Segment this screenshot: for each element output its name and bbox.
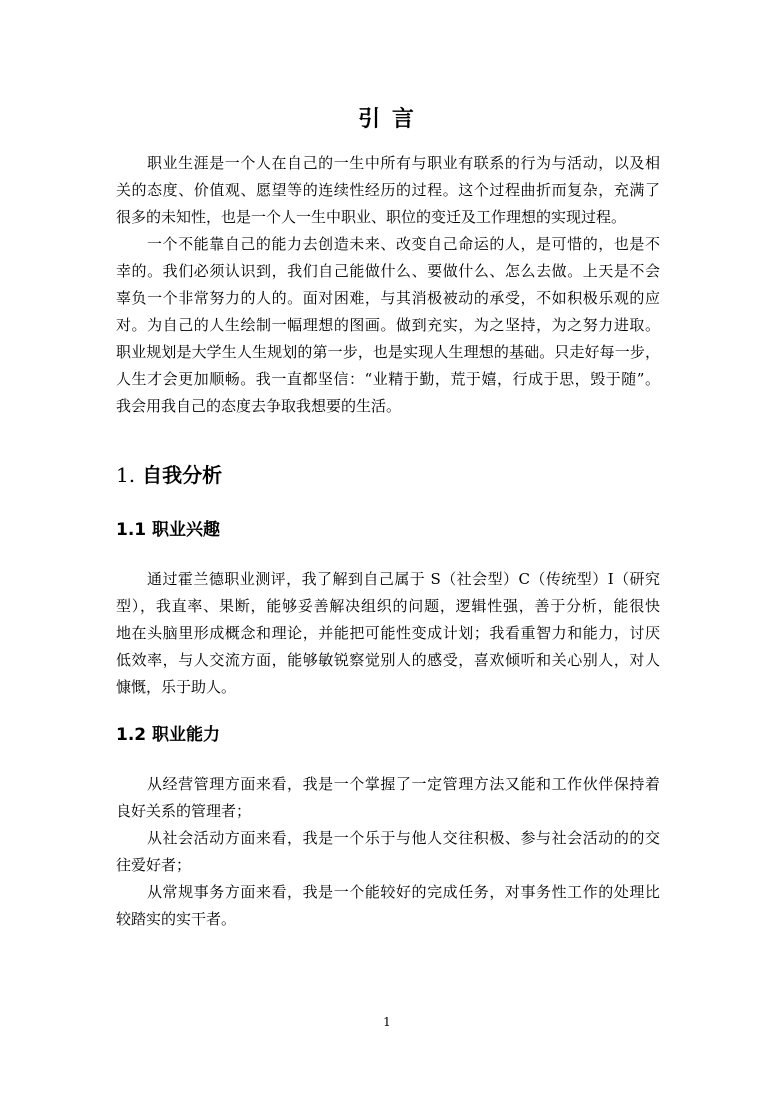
- paragraph: [116, 150, 660, 231]
- text-line: 低效率，与人交流方面，能够敏锐察觉别人的感受，喜欢倾听和关心别人，对人: [116, 651, 660, 669]
- paragraph: [116, 825, 660, 879]
- text-line: 很多的未知性，也是一个人一生中职业、职位的变迁及工作理想的实现过程。: [116, 208, 627, 226]
- text-line: 幸的。我们必须认识到，我们自己能做什么、要做什么、怎么去做。上天是不会: [116, 262, 660, 280]
- section-title: 自我分析: [142, 463, 223, 487]
- paragraph: [116, 879, 660, 933]
- text-line: 我会用我自己的态度去争取我想要的生活。: [116, 397, 402, 415]
- paragraph: [116, 771, 660, 825]
- page-number: 1: [383, 1015, 391, 1029]
- text-line: 关的态度、价值观、愿望等的连续性经历的过程。这个过程曲折而复杂，充满了: [116, 181, 660, 199]
- paragraph: [116, 566, 660, 701]
- text-line: 地在头脑里形成概念和理论，并能把可能性变成计划；我看重智力和能力，讨厌: [116, 624, 660, 642]
- text-line: 职业规划是大学生人生规划的第一步，也是实现人生理想的基础。只走好每一步，: [116, 343, 660, 361]
- text-line: 职业生涯是一个人在自己的一生中所有与职业有联系的行为与活动，以及相: [147, 154, 660, 172]
- text-line: 人生才会更加顺畅。我一直都坚信：“业精于勤，荒于嬉，行成于思，毁于随”。: [116, 370, 660, 388]
- text-line: 良好关系的管理者；: [116, 802, 252, 820]
- text-line: 较踏实的实干者。: [116, 910, 237, 928]
- subsection-body-ability: [116, 771, 660, 933]
- subsection-body-interest: [116, 566, 660, 701]
- subsection-heading-ability: 1.2 职业能力: [116, 725, 221, 745]
- text-line: 慷慨，乐于助人。: [116, 678, 237, 696]
- intro-section: [116, 150, 660, 420]
- text-line: 从社会活动方面来看，我是一个乐于与他人交往积极、参与社会活动的的交: [147, 829, 660, 847]
- page-title: 引 言: [358, 107, 416, 132]
- text-line: 辜负一个非常努力的人的。面对困难，与其消极被动的承受，不如积极乐观的应: [116, 289, 660, 307]
- text-line: 型），我直率、果断，能够妥善解决组织的问题，逻辑性强，善于分析，能很快: [116, 597, 660, 615]
- text-line: 一个不能靠自己的能力去创造未来、改变自己命运的人，是可惜的，也是不: [147, 235, 660, 253]
- section-number: 1.: [116, 463, 136, 487]
- section-heading: [116, 461, 222, 490]
- text-line: 对。为自己的人生绘制一幅理想的图画。做到充实，为之坚持，为之努力进取。: [116, 316, 660, 334]
- text-line: 从常规事务方面来看，我是一个能较好的完成任务，对事务性工作的处理比: [147, 883, 660, 901]
- text-line: 通过霍兰德职业测评，我了解到自己属于 S（社会型）C（传统型）I（研究: [147, 570, 660, 588]
- text-line: 从经营管理方面来看，我是一个掌握了一定管理方法又能和工作伙伴保持着: [147, 775, 660, 793]
- subsection-heading-interest: 1.1 职业兴趣: [116, 520, 221, 540]
- text-line: 往爱好者；: [116, 856, 192, 874]
- paragraph: [116, 231, 660, 420]
